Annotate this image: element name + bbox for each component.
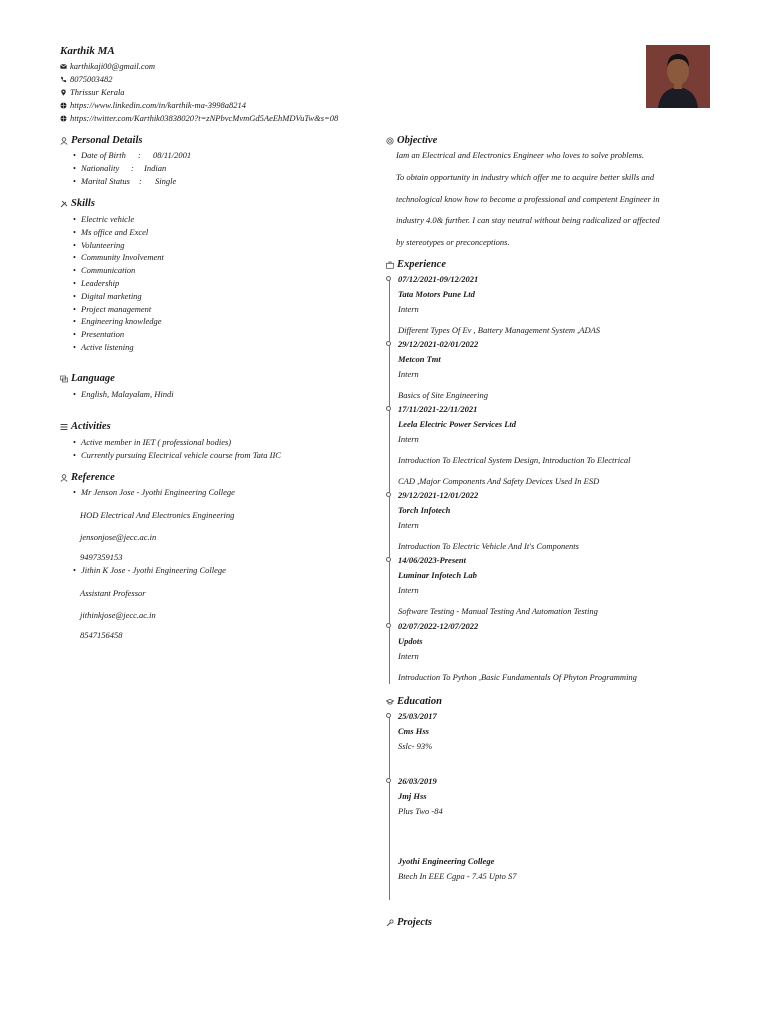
globe-icon [60, 115, 67, 122]
activities-item: • Currently pursuing Electrical vehicle course from Tata IIC [60, 449, 281, 462]
skills-section [60, 198, 164, 354]
activities-heading: Activities [60, 421, 281, 432]
experience-description: Basics of Site Engineering [398, 390, 488, 400]
objective-heading: Objective [386, 135, 726, 146]
education-detail: Plus Two -84 [398, 806, 443, 816]
reference-section [60, 472, 380, 652]
linkedin-row [60, 100, 246, 110]
target-icon [386, 137, 394, 145]
location-pin-icon [60, 89, 67, 96]
objective-line-3: technological know how to become a professional and competent Engineer in [396, 194, 660, 204]
marital-status-item: • Marital Status : Single [60, 175, 191, 188]
experience-date: 29/12/2021-12/01/2022 [398, 490, 479, 500]
reference-1-role: HOD Electrical And Electronics Engineering [80, 510, 235, 520]
education-school: Jyothi Engineering College [398, 856, 495, 866]
objective-section [386, 135, 726, 146]
reference-2-role: Assistant Professor [80, 588, 146, 598]
timeline-dot [386, 557, 391, 562]
list-icon [60, 423, 68, 431]
experience-role: Intern [398, 434, 419, 444]
objective-line-4: industry 4.0& further. I can stay neutral without being radicalized or affected [396, 215, 660, 225]
experience-date: 07/12/2021-09/12/2021 [398, 274, 479, 284]
experience-role: Intern [398, 369, 419, 379]
skills-item: • Project management [60, 303, 164, 316]
projects-section [386, 917, 432, 928]
reference-heading: Reference [60, 472, 380, 483]
education-section [386, 696, 442, 707]
tools-icon [60, 200, 68, 208]
education-detail: Sslc- 93% [398, 741, 433, 751]
twitter-row [60, 113, 338, 123]
skills-heading: Skills [60, 198, 164, 209]
linkedin-link[interactable]: https://www.linkedin.com/in/karthik-ma-3998a8214 [70, 100, 246, 110]
phone-text: 8075003482 [70, 74, 113, 84]
experience-description: Different Types Of Ev , Battery Management System ,ADAS [398, 325, 601, 335]
education-school: Cms Hss [398, 726, 429, 736]
experience-description: Introduction To Python ,Basic Fundamentals Of Phyton Programming [398, 672, 637, 682]
twitter-link[interactable]: https://twitter.com/Karthik03838020?t=zNPbvcMvmGd5AeEhMDVuTw&s=08 [70, 113, 339, 123]
activities-section [60, 421, 281, 462]
phone-icon [60, 76, 67, 83]
reference-1-name: • Mr Jenson Jose - Jyothi Engineering College [60, 486, 235, 499]
personal-details-heading: Personal Details [60, 135, 191, 146]
language-icon [60, 375, 68, 383]
experience-date: 02/07/2022-12/07/2022 [398, 621, 479, 631]
skills-item: • Presentation [60, 328, 164, 341]
experience-role: Intern [398, 651, 419, 661]
skills-item: • Active listening [60, 341, 164, 354]
experience-description: Introduction To Electric Vehicle And It's Components [398, 541, 579, 551]
timeline-dot [386, 713, 391, 718]
globe-icon [60, 102, 67, 109]
education-school: Jmj Hss [398, 791, 427, 801]
reference-2-name: • Jithin K Jose - Jyothi Engineering College [60, 564, 226, 577]
candidate-name: Karthik MA [60, 45, 115, 57]
dob-item: • Date of Birth : 08/11/2001 [60, 149, 191, 162]
language-item: • English, Malayalam, Hindi [60, 388, 174, 401]
education-timeline [389, 714, 390, 900]
briefcase-icon [386, 261, 394, 269]
experience-description: Introduction To Electrical System Design, Introduction To Electrical [398, 455, 631, 465]
objective-line-5: by stereotypes or preconceptions. [396, 237, 510, 247]
education-detail: Btech In EEE Cgpa - 7.45 Upto S7 [398, 871, 517, 881]
education-date: 26/03/2019 [398, 776, 437, 786]
experience-heading: Experience [386, 259, 446, 270]
personal-details-section [60, 135, 191, 187]
skills-item: • Volunteering [60, 239, 164, 252]
timeline-dot [386, 778, 391, 783]
objective-line-1: Iam an Electrical and Electronics Engineer who loves to solve problems. [396, 150, 644, 160]
graduation-cap-icon [386, 698, 394, 706]
projects-heading: Projects [386, 917, 432, 928]
skills-item: • Electric vehicle [60, 213, 164, 226]
experience-role: Intern [398, 520, 419, 530]
objective-line-2: To obtain opportunity in industry which offer me to acquire better skills and [396, 172, 655, 182]
experience-company: Leela Electric Power Services Ltd [398, 419, 517, 429]
language-section [60, 373, 174, 401]
timeline-dot [386, 492, 391, 497]
language-heading: Language [60, 373, 174, 384]
timeline-dot [386, 406, 391, 411]
experience-date: 14/06/2023-Present [398, 555, 466, 565]
timeline-dot [386, 623, 391, 628]
location-row [60, 87, 125, 97]
experience-company: Luminar Infotech Lab [398, 570, 477, 580]
skills-item: • Engineering knowledge [60, 315, 164, 328]
skills-item: • Leadership [60, 277, 164, 290]
experience-company: Updots [398, 636, 423, 646]
experience-company: Metcon Tmt [398, 354, 441, 364]
experience-date: 29/12/2021-02/01/2022 [398, 339, 479, 349]
timeline-dot [386, 276, 391, 281]
experience-section [386, 259, 446, 270]
location-text: Thrissur Kerala [70, 87, 125, 97]
skills-item: • Communication [60, 264, 164, 277]
reference-1-phone: 9497359153 [80, 552, 123, 562]
reference-2-phone: 8547156458 [80, 630, 123, 640]
skills-item: • Ms office and Excel [60, 226, 164, 239]
nationality-item: • Nationality : Indian [60, 162, 191, 175]
experience-role: Intern [398, 304, 419, 314]
wrench-icon [386, 919, 394, 927]
reference-2-email[interactable]: jithinkjose@jecc.ac.in [80, 610, 156, 620]
mail-icon [60, 63, 67, 70]
education-heading: Education [386, 696, 442, 707]
email-text[interactable]: karthikaji00@gmail.com [70, 61, 156, 71]
experience-description: CAD ,Major Components And Safety Devices Used In ESD [398, 476, 600, 486]
person-icon [60, 474, 68, 482]
experience-company: Tata Motors Pune Ltd [398, 289, 475, 299]
email-row [60, 61, 155, 71]
profile-photo [646, 45, 710, 108]
timeline-dot [386, 341, 391, 346]
skills-item: • Digital marketing [60, 290, 164, 303]
activities-item: • Active member in IET ( professional bodies) [60, 436, 281, 449]
experience-role: Intern [398, 585, 419, 595]
experience-description: Software Testing - Manual Testing And Automation Testing [398, 606, 598, 616]
skills-item: • Community Involvement [60, 251, 164, 264]
reference-1-email[interactable]: jensonjose@jecc.ac.in [80, 532, 157, 542]
person-icon [60, 137, 68, 145]
phone-row [60, 74, 113, 84]
education-date: 25/03/2017 [398, 711, 437, 721]
experience-date: 17/11/2021-22/11/2021 [398, 404, 478, 414]
experience-company: Torch Infotech [398, 505, 451, 515]
